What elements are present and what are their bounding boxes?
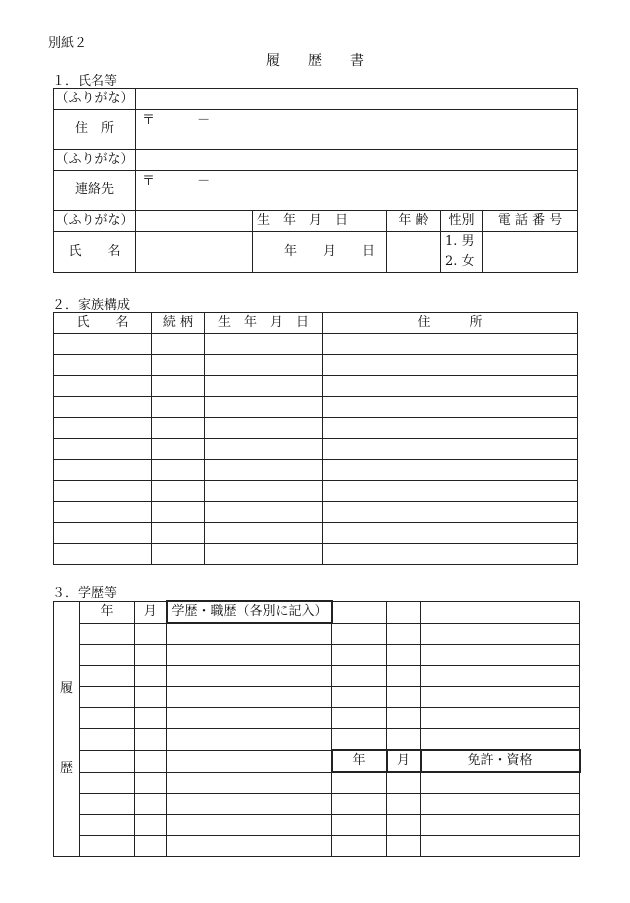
table-row (54, 623, 580, 645)
history-side-label (54, 601, 80, 857)
table-row (54, 772, 580, 794)
section-1-heading: １．氏名等 (52, 74, 118, 89)
furigana-label: （ふりがな） (54, 150, 136, 171)
history-side-char-1: 履 (59, 680, 73, 696)
table-row (54, 523, 578, 544)
age-label: 年 齢 (387, 211, 441, 232)
furigana-label: （ふりがな） (54, 211, 136, 232)
name-label: 氏 名 (54, 232, 136, 273)
family-name-header: 氏 名 (54, 313, 152, 334)
section-2-heading: ２．家族構成 (52, 298, 131, 313)
table-row (54, 645, 580, 666)
history-content-header: 学歴・職歴（各別に記入） (167, 601, 332, 623)
family-birth-header: 生 年 月 日 (205, 313, 323, 334)
phone-label: 電 話 番 号 (483, 211, 578, 232)
history-month-header: 月 (135, 601, 167, 623)
history-side-char-2: 歴 (59, 760, 73, 776)
table-row (54, 439, 578, 460)
table-row (54, 481, 578, 502)
family-address-header: 住 所 (323, 313, 578, 334)
contact-label: 連絡先 (54, 171, 136, 211)
table-row (54, 729, 580, 751)
table-row (54, 418, 578, 439)
table-row (54, 334, 578, 355)
history-year-header: 年 (80, 601, 135, 623)
personal-info-table (53, 88, 578, 273)
contact-field[interactable] (136, 171, 578, 211)
contact-furigana-field[interactable] (136, 150, 578, 171)
history-table (53, 600, 581, 857)
sex-male-option[interactable]: 1. 男 (445, 234, 475, 249)
birth-date-label: 生 年 月 日 (253, 211, 387, 232)
address-field[interactable] (136, 110, 578, 150)
address-furigana-field[interactable] (136, 89, 578, 110)
family-table (53, 312, 578, 565)
family-relation-header: 続 柄 (152, 313, 205, 334)
postal-dash: － (197, 113, 211, 128)
name-field[interactable] (136, 232, 253, 273)
license-month-header: 月 (387, 750, 421, 772)
license-content-header: 免許・資格 (421, 750, 580, 772)
sex-label: 性別 (441, 211, 483, 232)
table-row (54, 397, 578, 418)
furigana-label: （ふりがな） (54, 89, 136, 110)
attachment-label: 別紙２ (48, 36, 88, 51)
section-3-heading: ３．学歴等 (52, 586, 118, 601)
birth-date-field[interactable]: 年 月 日 (253, 232, 387, 273)
table-row (54, 502, 578, 523)
name-furigana-field[interactable] (136, 211, 253, 232)
postal-mark: 〒 (142, 113, 156, 128)
table-row (54, 794, 580, 815)
table-row (54, 666, 580, 687)
age-field[interactable] (387, 232, 441, 273)
table-row (54, 376, 578, 397)
postal-mark: 〒 (142, 174, 156, 189)
phone-field[interactable] (483, 232, 578, 273)
postal-dash: － (197, 174, 211, 189)
address-label: 住 所 (54, 110, 136, 150)
sex-options[interactable] (441, 232, 483, 273)
table-row (54, 355, 578, 376)
table-row (54, 708, 580, 729)
table-row (54, 687, 580, 708)
license-year-header: 年 (332, 750, 387, 772)
table-row (54, 460, 578, 481)
table-row (54, 836, 580, 857)
document-title: 履 歴 書 (266, 53, 364, 69)
sex-female-option[interactable]: 2. 女 (445, 254, 475, 269)
table-row (54, 815, 580, 836)
table-row (54, 544, 578, 565)
